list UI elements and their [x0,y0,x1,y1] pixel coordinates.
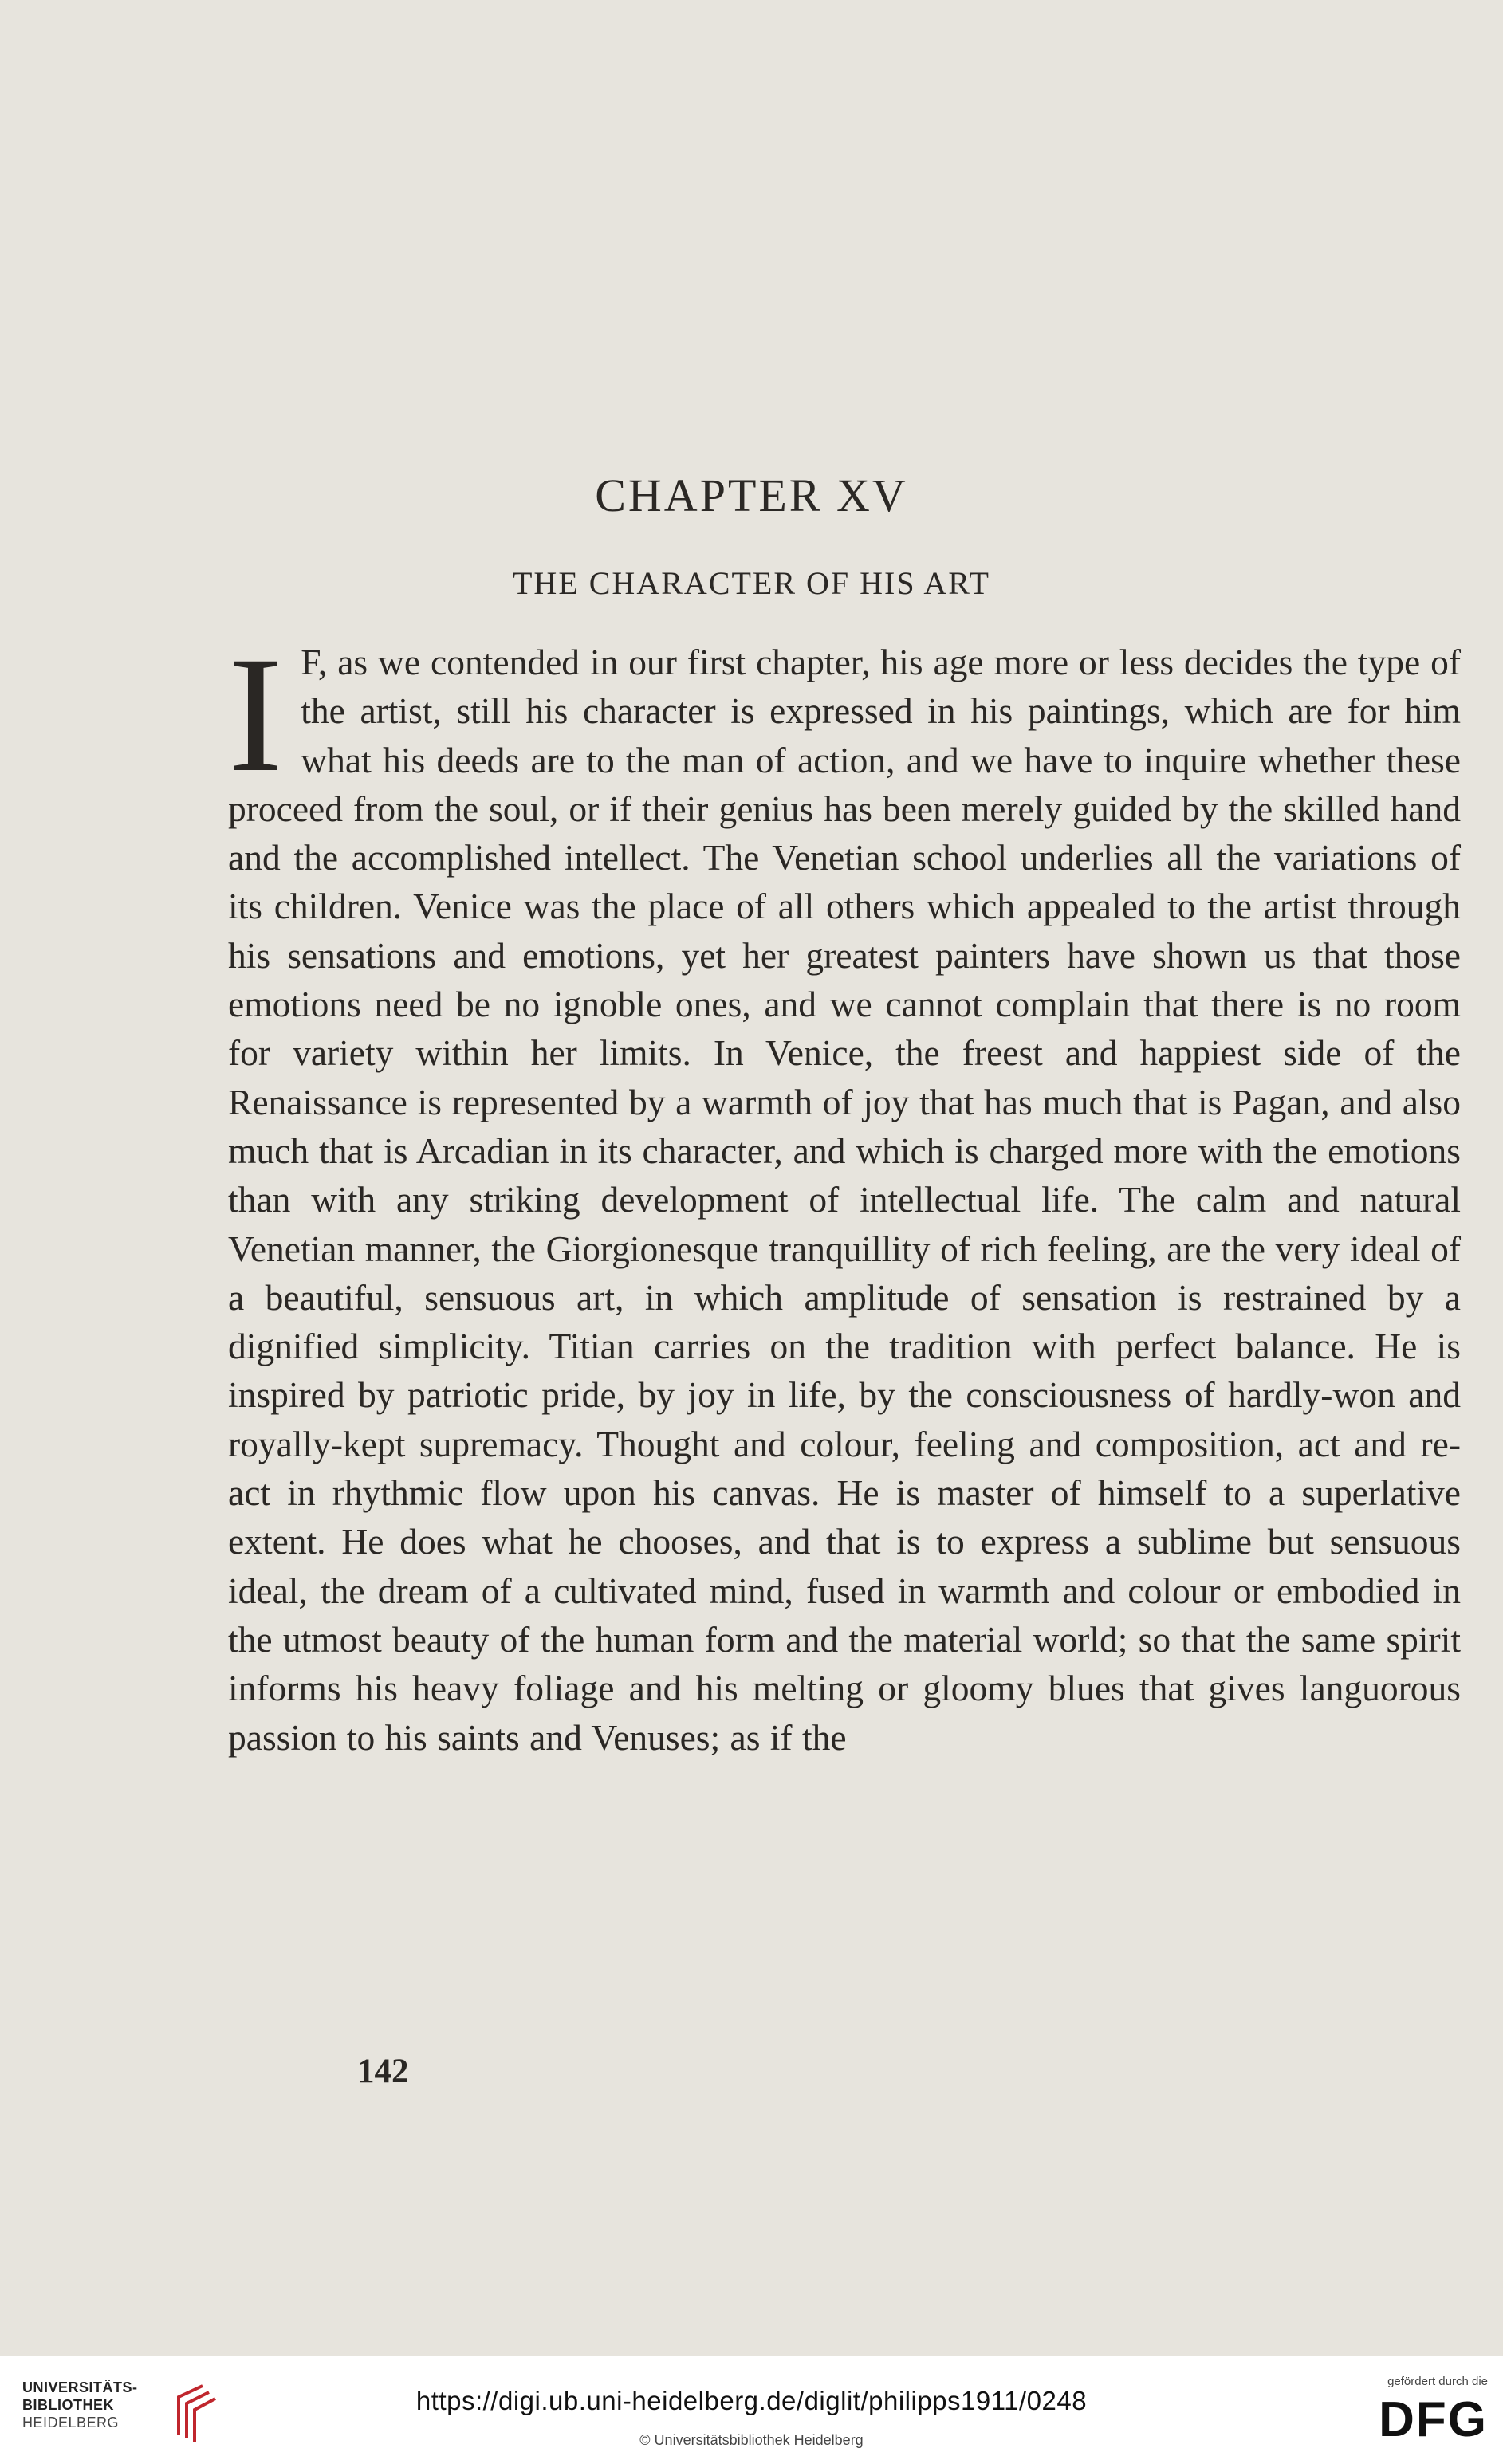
dfg-funder[interactable] [1336,2375,1488,2454]
viewer-footer [0,2356,1503,2464]
drop-cap: I [228,623,284,806]
copyright-notice: © Universitätsbibliothek Heidelberg [639,2432,864,2448]
library-name-line-1: UNIVERSITÄTS- [22,2380,138,2395]
library-name-line-3: HEIDELBERG [22,2415,120,2431]
library-name-line-2: BIBLIOTHEK [22,2397,114,2413]
dfg-logo: DFG [1379,2392,1488,2447]
body-text: F, as we contended in our first chapter, his age more or less decides the type of the artist, still his character is expressed in his paintings, which are for him what his deeds are to the man of action, and we have to inquire whether these proceed from the soul, or if their genius has been merely guided by the skilled hand and the accomplished intellect. The Venetian school underlies all the variations of its children. Venice was the place of all others which appealed to the artist through his sensations and emotions, yet her greatest painters have shown us that those emotions need be no ignoble ones, and we cannot complain that there is no room for variety within her limits. In Venice, the freest and happiest side of the Renaissance is represented by a warmth of joy that has much that is Pagan, and also much that is Arcadian in its character, and which is charged more with the emotions than with any striking development of intellectual life. The calm and natural Venetian manner, the Giorgionesque tranquillity of rich feeling, are the very ideal of a beautiful, sensuous art, in which amplitude of sensation is restrained by a dignified simplicity. Titian carries on the tradition with perfect balance. He is inspired by patriotic pride, by joy in life, by the consciousness of hardly-won and royally-kept supremacy. Thought and colour, feeling and composition, act and re-act in rhythmic flow upon his canvas. He is master of himself to a superlative extent. He does what he chooses, and that is to express a sublime but sensuous ideal, the dream of a cultivated mind, fused in warmth and colour or embodied in the utmost beauty of the human form and the material world; so that the same spirit informs his heavy foliage and his melting or gloomy blues that gives languorous passion to his saints and Venuses; as if the [228,642,1461,1758]
funded-by-caption: gefördert durch die [1387,2375,1488,2388]
page-number: 142 [357,2053,409,2090]
chapter-subtitle: THE CHARACTER OF HIS ART [513,565,990,601]
body-paragraph [228,623,1461,1762]
permalink-url[interactable]: https://digi.ub.uni-heidelberg.de/diglit/philipps1911/0248 [415,2386,1088,2415]
chapter-title: CHAPTER XV [595,470,908,521]
